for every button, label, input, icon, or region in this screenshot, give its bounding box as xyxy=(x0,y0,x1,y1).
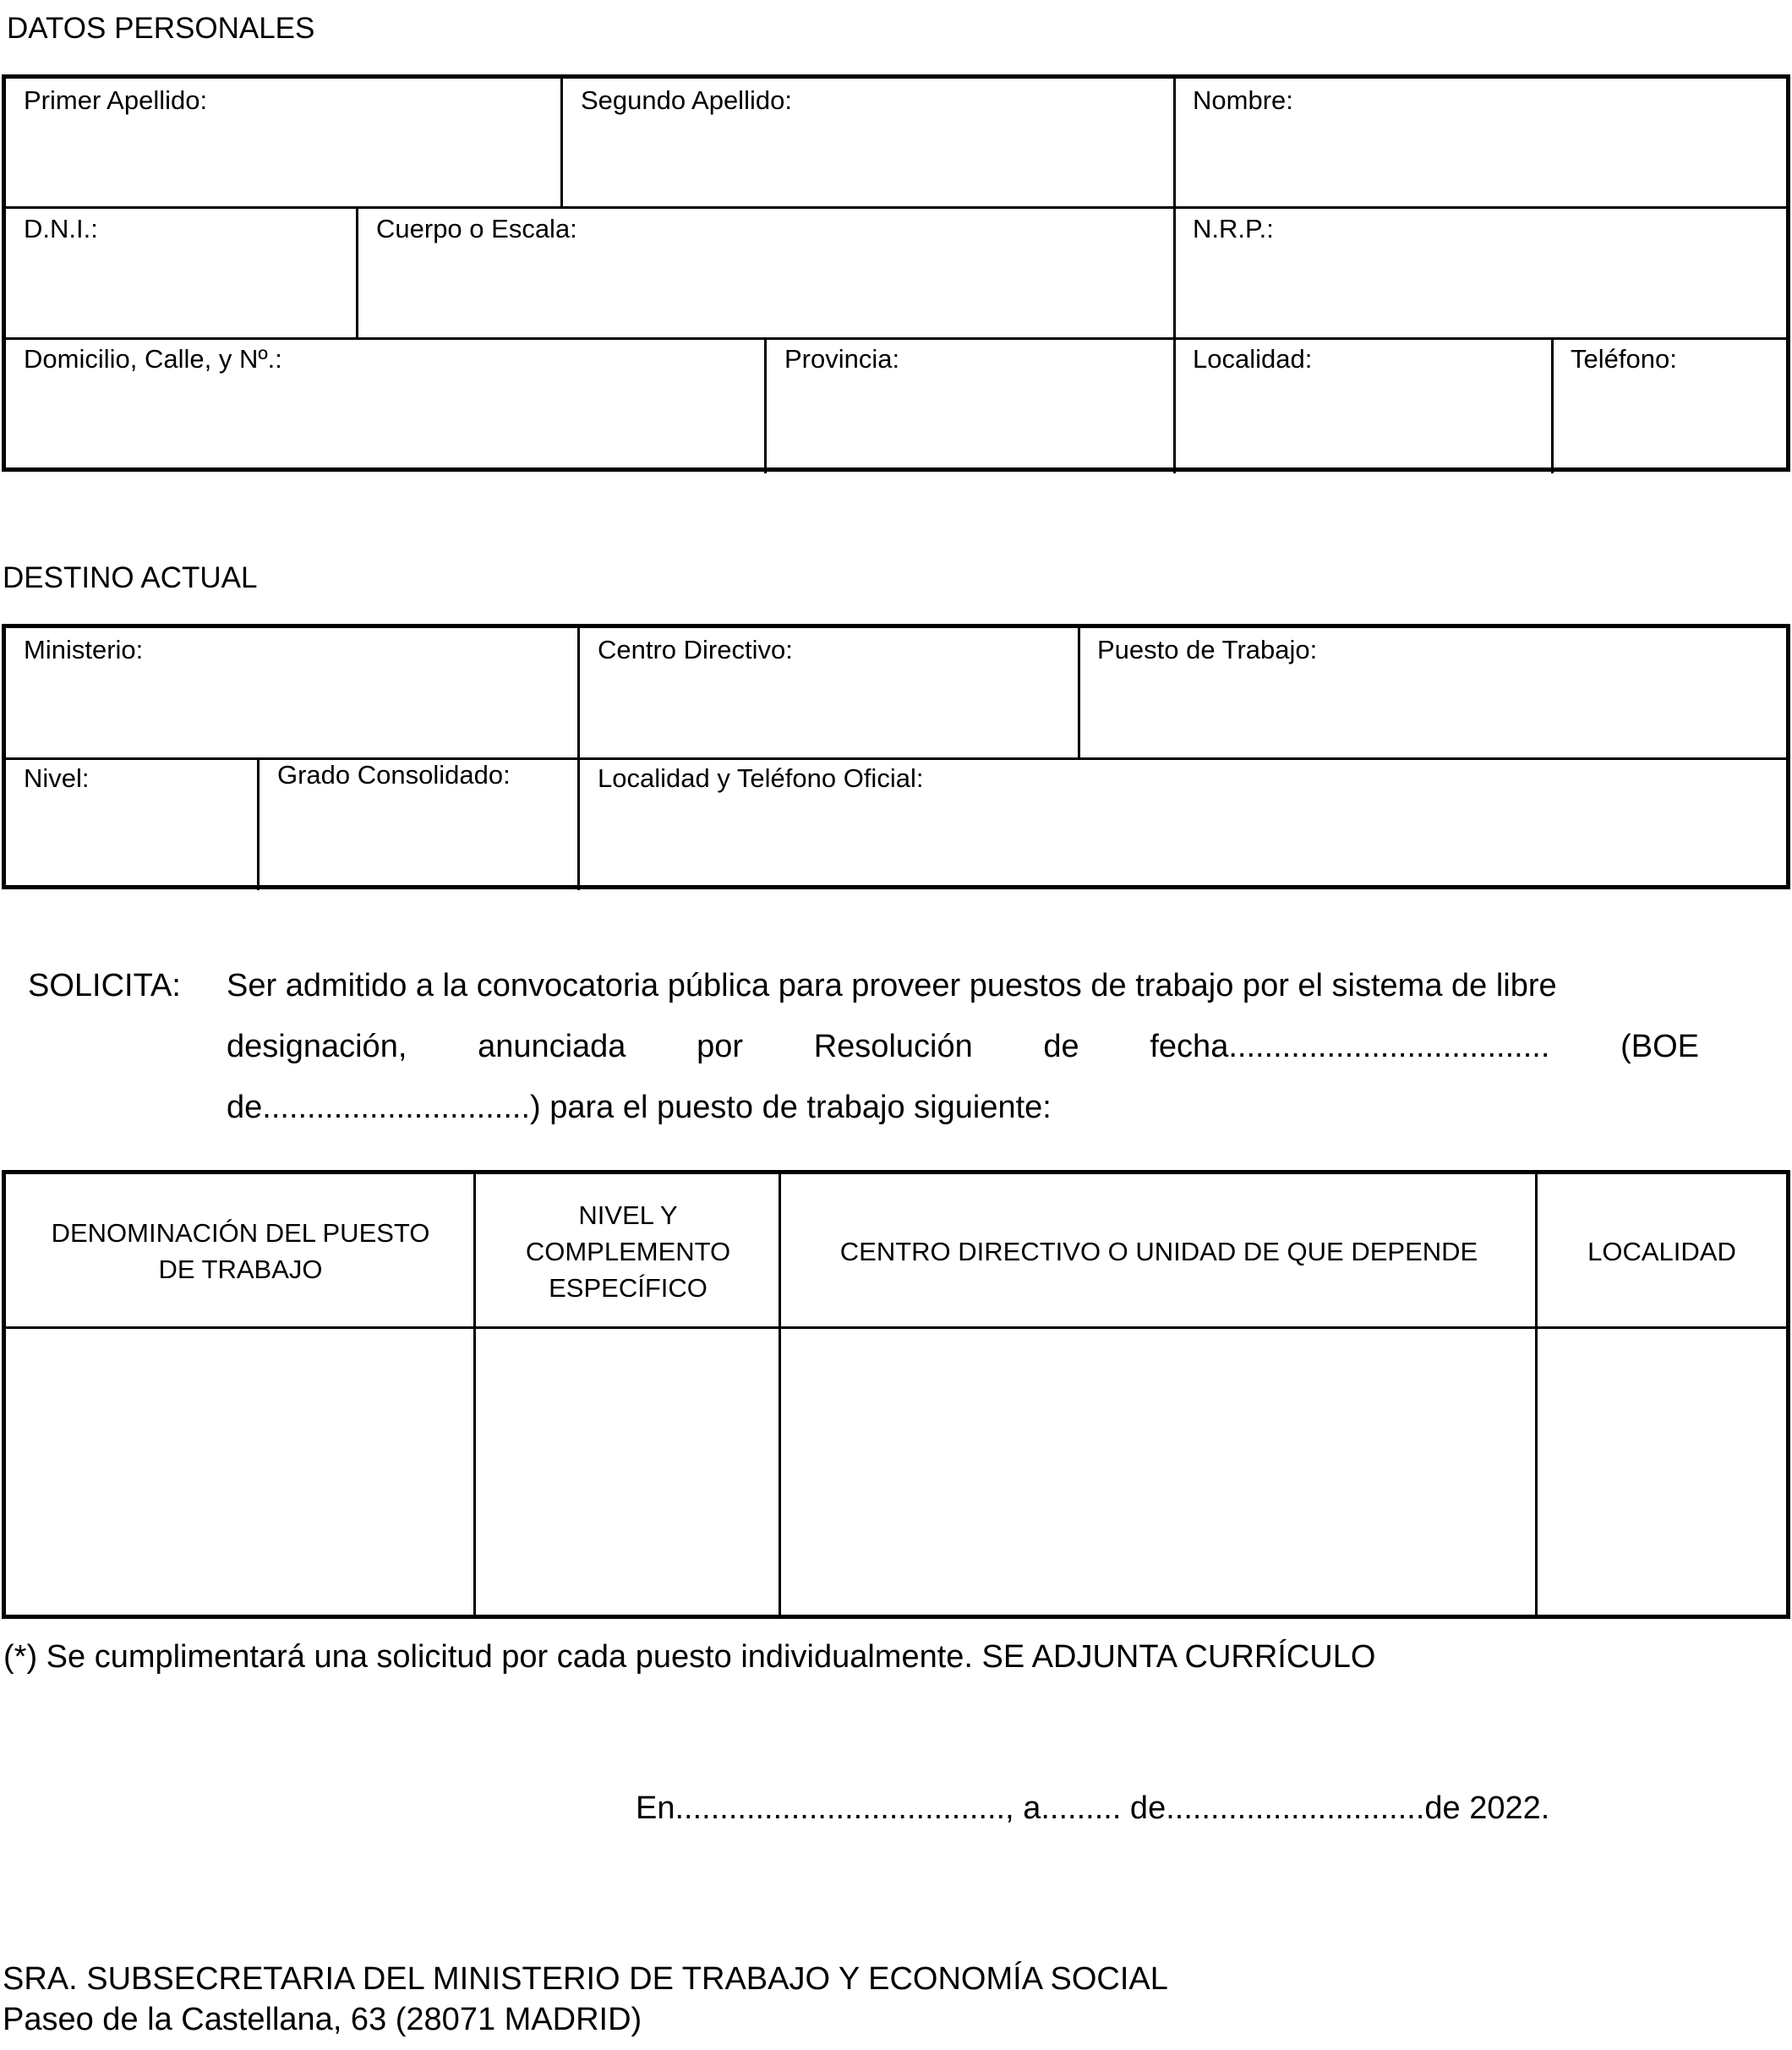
grado-consolidado-field[interactable]: Grado Consolidado: xyxy=(277,760,511,790)
col-divider xyxy=(1078,628,1080,759)
header-nivel xyxy=(476,1174,780,1328)
header-localidad-text: LOCALIDAD xyxy=(1587,1236,1736,1266)
nota-text: (*) Se cumplimentará una solicitud por cada puesto individualmente. SE ADJUNTA CURRÍCULO xyxy=(3,1639,1376,1675)
destinatario-line-1: SRA. SUBSECRETARIA DEL MINISTERIO DE TRABAJO Y ECONOMÍA SOCIAL xyxy=(3,1961,1168,1997)
segundo-apellido-field[interactable]: Segundo Apellido: xyxy=(581,85,792,115)
solicita-line-1: Ser admitido a la convocatoria pública para proveer puestos de trabajo por el sistema de libre xyxy=(227,968,1557,1003)
fecha-linea: En....................................., a......... de.............................de 2022. xyxy=(636,1790,1550,1826)
row-divider xyxy=(6,337,1786,340)
col-divider xyxy=(356,207,358,339)
col-divider xyxy=(577,628,580,759)
centro-directivo-field[interactable]: Centro Directivo: xyxy=(598,635,793,664)
solicita-line-3: de..............................) para el puesto de trabajo siguiente: xyxy=(227,1090,1052,1125)
datos-personales-form xyxy=(2,74,1790,472)
cell-denominacion[interactable] xyxy=(6,1329,473,1615)
col-divider xyxy=(1551,338,1554,473)
col-divider xyxy=(1173,79,1176,208)
cuerpo-escala-field[interactable]: Cuerpo o Escala: xyxy=(376,214,577,243)
destino-actual-form xyxy=(2,624,1790,889)
primer-apellido-field[interactable]: Primer Apellido: xyxy=(24,85,208,115)
telefono-field[interactable]: Teléfono: xyxy=(1571,344,1677,374)
cell-centro-directivo[interactable] xyxy=(781,1329,1535,1615)
provincia-field[interactable]: Provincia: xyxy=(784,344,900,374)
solicita-line-2: designación, anunciada por Resolución de fecha.................................... (BOE xyxy=(227,1029,1699,1064)
ministerio-field[interactable]: Ministerio: xyxy=(24,635,144,664)
dni-field[interactable]: D.N.I.: xyxy=(24,214,98,243)
header-nivel-text: NIVEL Y COMPLEMENTO ESPECÍFICO xyxy=(525,1200,731,1303)
header-centro-directivo-text: CENTRO DIRECTIVO O UNIDAD DE QUE DEPENDE xyxy=(839,1236,1478,1266)
cell-localidad[interactable] xyxy=(1538,1329,1786,1615)
col-divider xyxy=(1173,338,1176,473)
localidad-field[interactable]: Localidad: xyxy=(1193,344,1313,374)
datos-personales-title: DATOS PERSONALES xyxy=(7,12,315,45)
header-denominacion-text: DENOMINACIÓN DEL PUESTO DE TRABAJO xyxy=(51,1218,430,1284)
localidad-telefono-field[interactable]: Localidad y Teléfono Oficial: xyxy=(598,763,924,793)
col-divider xyxy=(257,758,260,890)
col-divider xyxy=(1173,207,1176,339)
row-divider xyxy=(6,206,1786,209)
puesto-trabajo-field[interactable]: Puesto de Trabajo: xyxy=(1097,635,1318,664)
destino-actual-title: DESTINO ACTUAL xyxy=(3,561,258,594)
col-divider xyxy=(577,758,580,890)
nrp-field[interactable]: N.R.P.: xyxy=(1193,214,1274,243)
cell-nivel[interactable] xyxy=(476,1329,779,1615)
nombre-field[interactable]: Nombre: xyxy=(1193,85,1293,115)
header-centro-directivo xyxy=(781,1174,1537,1328)
nivel-field[interactable]: Nivel: xyxy=(24,763,90,793)
col-divider xyxy=(560,79,563,208)
header-localidad xyxy=(1538,1174,1786,1328)
puestos-table xyxy=(2,1170,1790,1619)
destinatario-line-2: Paseo de la Castellana, 63 (28071 MADRID) xyxy=(3,2002,642,2037)
row-divider xyxy=(6,757,1786,760)
domicilio-field[interactable]: Domicilio, Calle, y Nº.: xyxy=(24,344,282,374)
solicita-label: SOLICITA: xyxy=(28,968,181,1003)
col-divider xyxy=(764,338,767,473)
header-denominacion xyxy=(6,1174,475,1328)
